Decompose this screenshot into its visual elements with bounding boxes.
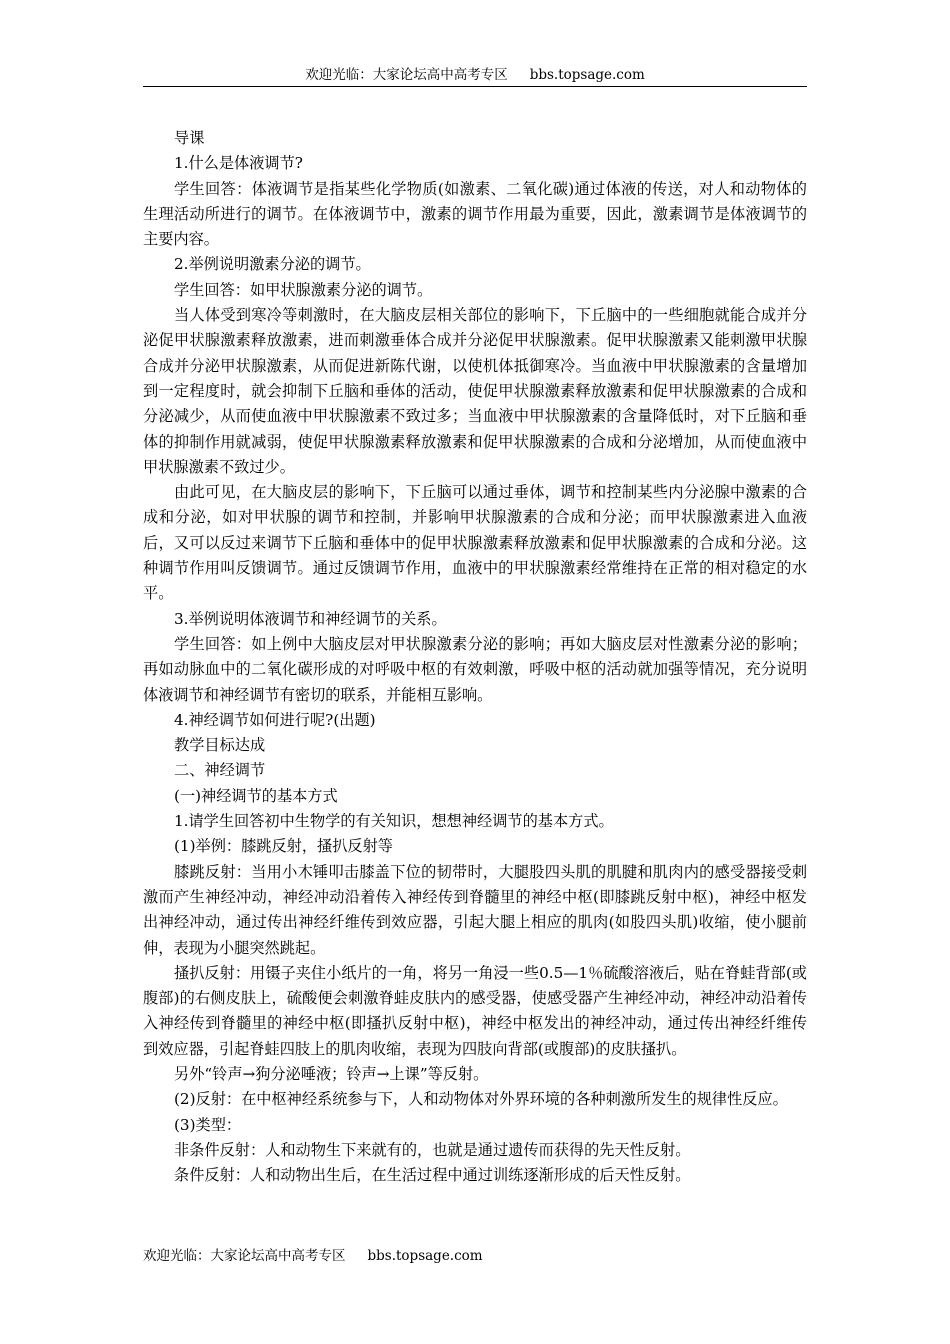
item-1: 1.请学生回答初中生物学的有关知识，想想神经调节的基本方式。 [174, 812, 614, 831]
footer-url[interactable]: bbs.topsage.com [367, 1248, 483, 1264]
paragraph-knee-jerk-reflex: 膝跳反射：当用小木锤叩击膝盖下位的韧带时，大腿股四头肌的肌腱和肌肉内的感受器接受刺激而产生神经冲动，神经冲动沿着传入神经传到脊髓里的神经中枢(即膝跳反射中枢)，神经中枢发出神经冲动，通过传出神经纤维传到效应器，引起大腿上相应的肌肉(如股四头肌)收缩，使小腿前伸，表现为小腿突然跳起。 [143, 862, 807, 957]
document-body [143, 126, 807, 1188]
section-heading-objectives: 教学目标达成 [174, 736, 266, 755]
answer-3: 学生回答：如上例中大脑皮层对甲状腺激素分泌的影响；再如大脑皮层对性激素分泌的影响；再如动脉血中的二氧化碳形成的对呼吸中枢的有效刺激，呼吸中枢的活动就加强等情况，充分说明体液调节和神经调节有密切的联系，并能相互影响。 [143, 634, 807, 704]
question-2: 2.举例说明激素分泌的调节。 [174, 255, 371, 274]
footer-text: 欢迎光临：大家论坛高中高考专区 [143, 1248, 346, 1264]
subsection-heading-basic-mode: (一)神经调节的基本方式 [174, 786, 338, 805]
answer-2: 学生回答：如甲状腺激素分泌的调节。 [174, 280, 433, 299]
paragraph-conditioned-reflex: 条件反射：人和动物出生后，在生活过程中通过训练逐渐形成的后天性反射。 [174, 1166, 691, 1185]
paragraph-lead-in: 导课 [174, 129, 205, 147]
question-1: 1.什么是体液调节? [174, 154, 303, 173]
question-4: 4.神经调节如何进行呢?(出题) [174, 710, 376, 729]
header-url[interactable]: bbs.topsage.com [529, 67, 645, 83]
paragraph-other-reflexes: 另外“铃声→狗分泌唾液；铃声→上课”等反射。 [174, 1064, 489, 1083]
paragraph-thyroid-regulation: 当人体受到寒冷等刺激时，在大脑皮层相关部位的影响下，下丘脑中的一些细胞就能合成并分泌促甲状腺激素释放激素，进而刺激垂体合成并分泌促甲状腺激素。促甲状腺激素又能刺激甲状腺合成并分泌甲状腺激素，从而促进新陈代谢，以使机体抵御寒冷。当血液中甲状腺激素的含量增加到一定程度时，就会抑制下丘脑和垂体的活动，使促甲状腺激素释放激素和促甲状腺激素的合成和分泌减少，从而使血液中甲状腺激素不致过多；当血液中甲状腺激素的含量降低时，对下丘脑和垂体的抑制作用就减弱，使促甲状腺激素释放激素和促甲状腺激素的合成和分泌增加，从而使血液中甲状腺激素不致过少。 [143, 306, 807, 476]
question-3: 3.举例说明体液调节和神经调节的关系。 [174, 609, 447, 628]
item-2-reflex-definition: (2)反射：在中枢神经系统参与下，人和动物体对外界环境的各种刺激所发生的规律性反应。 [174, 1090, 788, 1109]
item-1-examples: (1)举例：膝跳反射，搔扒反射等 [174, 837, 393, 856]
paragraph-unconditioned-reflex: 非条件反射：人和动物生下来就有的，也就是通过遗传而获得的先天性反射。 [174, 1140, 691, 1159]
page-header [0, 66, 950, 84]
section-heading-neural-regulation: 二、神经调节 [174, 761, 266, 780]
answer-1: 学生回答：体液调节是指某些化学物质(如激素、二氧化碳)通过体液的传送，对人和动物体的生理活动所进行的调节。在体液调节中，激素的调节作用最为重要，因此，激素调节是体液调节的主要内容。 [143, 179, 807, 249]
paragraph-scratch-reflex: 搔扒反射：用镊子夹住小纸片的一角，将另一角浸一些0.5—1％硫酸溶液后，贴在脊蛙背部(或腹部)的右侧皮肤上，硫酸便会刺激脊蛙皮肤内的感受器，使感受器产生神经冲动，神经冲动沿着传入神经传到脊髓里的神经中枢(即搔扒反射中枢)，神经中枢发出的神经冲动，通过传出神经纤维传到效应器，引起脊蛙四肢上的肌肉收缩，表现为四肢向背部(或腹部)的皮肤搔扒。 [143, 963, 807, 1058]
page-footer [143, 1247, 483, 1265]
header-divider [143, 86, 807, 87]
paragraph-feedback-regulation: 由此可见，在大脑皮层的影响下，下丘脑可以通过垂体，调节和控制某些内分泌腺中激素的合成和分泌，如对甲状腺的调节和控制，并影响甲状腺激素的合成和分泌；而甲状腺激素进入血液后，又可以反过来调节下丘脑和垂体中的促甲状腺激素释放激素和促甲状腺激素的合成和分泌。这种调节作用叫反馈调节。通过反馈调节作用，血液中的甲状腺激素经常维持在正常的相对稳定的水平。 [143, 483, 807, 603]
header-text: 欢迎光临：大家论坛高中高考专区 [305, 67, 508, 83]
item-3-types: (3)类型： [174, 1115, 242, 1134]
